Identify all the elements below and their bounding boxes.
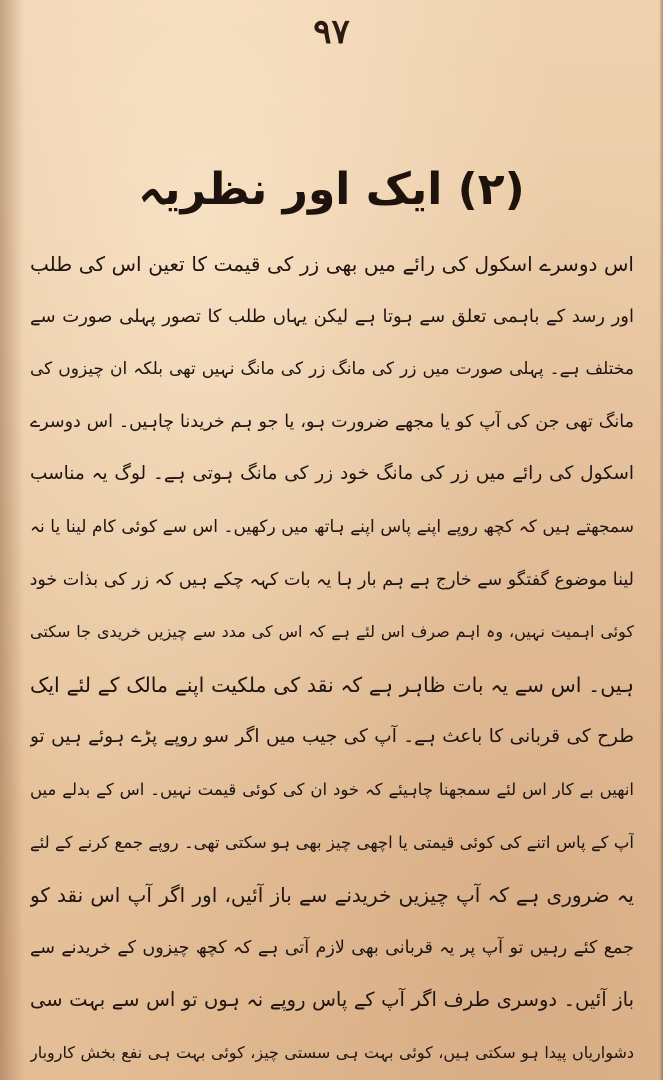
text-line-11: انھیں بے کار اس لئے سمجھنا چاہیئے کہ خود ان کی کوئی قیمت نہیں۔ اس کے بدلے میں bbox=[30, 779, 634, 799]
text-line-16: دشواریاں پیدا ہو سکتی ہیں، کوئی بہت ہی سستی چیز، کوئی بہت ہی نفع بخش کاروبار bbox=[30, 1042, 634, 1062]
text-line-13: یہ ضروری ہے کہ آپ چیزیں خریدنے سے باز آئیں، اور اگر آپ اس نقد کو bbox=[30, 883, 634, 908]
text-line-2: اور رسد کے باہمی تعلق سے ہوتا ہے لیکن یہاں طلب کا تصور پہلی صورت سے bbox=[30, 305, 634, 327]
text-line-8: کوئی اہمیت نہیں، وہ اہم صرف اس لئے ہے کہ اس کی مدد سے چیزیں خریدی جا سکتی bbox=[30, 622, 634, 642]
text-line-4: مانگ تھی جن کی آپ کو یا مجھے ضرورت ہو، یا جو ہم خریدنا چاہیں۔ اس دوسرے bbox=[30, 411, 634, 432]
text-line-1: اس دوسرے اسکول کی رائے میں بھی زر کی قیمت کا تعین اس کی طلب bbox=[30, 252, 634, 276]
text-line-3: مختلف ہے۔ پہلی صورت میں زر کی مانگ زر کی مانگ نہیں تھی بلکہ ان چیزوں کی bbox=[30, 359, 634, 380]
text-line-14: جمع کئے رہیں تو آپ پر یہ قربانی بھی لازم آتی ہے کہ کچھ چیزوں کے خریدنے سے bbox=[30, 937, 634, 958]
page-number: ۹۷ bbox=[313, 12, 350, 52]
text-line-5: اسکول کی رائے میں زر کی مانگ خود زر کی مانگ ہوتی ہے۔ لوگ یہ مناسب bbox=[30, 463, 634, 485]
text-line-12: آپ کے پاس اتنے کی کوئی قیمتی یا اچھی چیز بھی ہو سکتی تھی۔ روپے جمع کرنے کے لئے bbox=[30, 832, 634, 852]
chapter-title: (۲) ایک اور نظریہ bbox=[138, 164, 525, 215]
body-text bbox=[30, 238, 634, 1080]
text-line-15: باز آئیں۔ دوسری طرف اگر آپ کے پاس روپے نہ ہوں تو اس سے بہت سی bbox=[30, 988, 634, 1012]
text-line-9: ہیں۔ اس سے یہ بات ظاہر ہے کہ نقد کی ملکیت اپنے مالک کے لئے ایک bbox=[30, 672, 634, 697]
text-line-10: طرح کی قربانی کا باعث ہے۔ آپ کی جیب میں اگر سو روپے پڑے ہوئے ہیں تو bbox=[30, 726, 634, 748]
text-line-7: لینا موضوع گفتگو سے خارج ہے ہم بار ہا یہ بات کہہ چکے ہیں کہ زر کی بذات خود bbox=[30, 569, 634, 590]
text-line-6: سمجھتے ہیں کہ کچھ روپے اپنے پاس اپنے ہاتھ میں رکھیں۔ اس سے کوئی کام لینا یا نہ bbox=[30, 516, 634, 537]
